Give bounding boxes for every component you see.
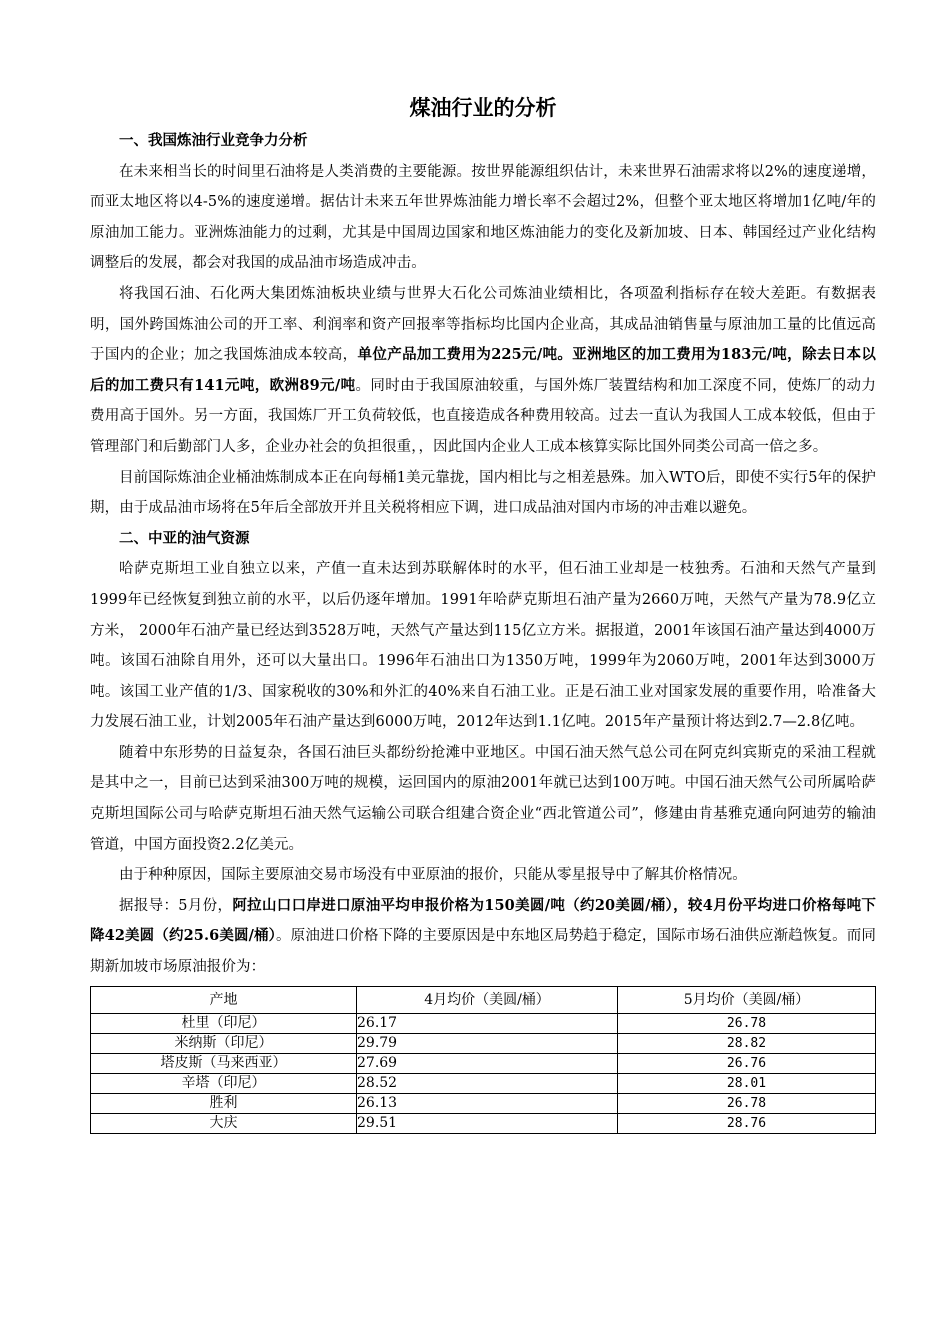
paragraph-bold-text: 阿拉山口口岸进口原油平均申报价格为150美圆/吨（约20美圆/桶），较4月份平均进口价格每吨下降42美圆（约25.6美圆/桶） [90, 896, 876, 945]
section-heading-1: 一、我国炼油行业竞争力分析 [119, 133, 308, 149]
cell-origin: 塔皮斯（马来西亚） [91, 1053, 357, 1073]
oil-price-table [90, 986, 876, 1134]
document-page [90, 90, 876, 1134]
cell-may-price: 26.76 [618, 1053, 876, 1073]
cell-april-price: 26.13 [357, 1093, 618, 1113]
paragraph: 哈萨克斯坦工业自独立以来，产值一直未达到苏联解体时的水平，但石油工业却是一枝独秀。石油和天然气产量到1999年已经恢复到独立前的水平，以后仍逐年增加。1991年哈萨克斯坦石油产量为2660万吨，天然气产量为78.9亿立方米， 2000年石油产量已经达到3528万吨，天然气产量达到115亿立方米。据报道，2001年该国石油产量达到4000万吨。该国石油除自用外，还可以大量出口。1996年石油出口为1350万吨，1999年为2060万吨，2001年达到3000万吨。该国工业产值的1/3、国家税收的30%和外汇的40%来自石油工业。正是石油工业对国家发展的重要作用，哈准备大力发展石油工业，计划2005年石油产量达到6000万吨，2012年达到1.1亿吨。2015年产量预计将达到2.7—2.8亿吨。 [90, 561, 876, 731]
cell-april-price: 28.52 [357, 1073, 618, 1093]
cell-may-price: 26.78 [618, 1013, 876, 1033]
paragraph-text: 。同时由于我国原油较重，与国外炼厂装置结构和加工深度不同，使炼厂的动力费用高于国外。另一方面，我国炼厂开工负荷较低，也直接造成各种费用较高。过去一直认为我国人工成本较低，但由于管理部门和后勤部门人多，企业办社会的负担很重，，因此国内企业人工成本核算实际比国外同类公司高一倍之多。 [90, 377, 876, 455]
paragraph: 目前国际炼油企业桶油炼制成本正在向每桶1美元靠拢，国内相比与之相差悬殊。加入WTO后，即使不实行5年的保护期，由于成品油市场将在5年后全部放开并且关税将相应下调，进口成品油对国内市场的冲击难以避免。 [90, 469, 876, 517]
paragraph: 由于种种原因，国际主要原油交易市场没有中亚原油的报价，只能从零星报导中了解其价格情况。 [119, 867, 747, 884]
cell-origin: 杜里（印尼） [91, 1013, 357, 1033]
table-row [91, 1013, 876, 1033]
cell-origin: 米纳斯（印尼） [91, 1033, 357, 1053]
document-title: 煤油行业的分析 [409, 96, 557, 120]
header-may-price: 5月均价（美圆/桶） [618, 986, 876, 1013]
paragraph: 在未来相当长的时间里石油将是人类消费的主要能源。按世界能源组织估计，未来世界石油需求将以2%的速度递增，而亚太地区将以4-5%的速度递增。据估计未来五年世界炼油能力增长率不会超过2%，但整个亚太地区将增加1亿吨/年的原油加工能力。亚洲炼油能力的过剩，尤其是中国周边国家和地区炼油能力的变化及新加坡、日本、韩国经过产业化结构调整后的发展，都会对我国的成品油市场造成冲击。 [90, 163, 876, 272]
cell-may-price: 28.76 [618, 1113, 876, 1133]
paragraph [90, 279, 876, 463]
table-row [91, 1093, 876, 1113]
cell-april-price: 29.51 [357, 1113, 618, 1133]
paragraph: 随着中东形势的日益复杂，各国石油巨头都纷纷抢滩中亚地区。中国石油天然气总公司在阿克纠宾斯克的采油工程就是其中之一，目前已达到采油300万吨的规模，运回国内的原油2001年就已达到100万吨。中国石油天然气公司所属哈萨克斯坦国际公司与哈萨克斯坦石油天然气运输公司联合组建合资企业“西北管道公司”，修建由肯基雅克通向阿迪劳的输油管道，中国方面投资2.2亿美元。 [90, 744, 876, 853]
cell-april-price: 26.17 [357, 1013, 618, 1033]
table-row [91, 1053, 876, 1073]
cell-origin: 辛塔（印尼） [91, 1073, 357, 1093]
cell-may-price: 28.82 [618, 1033, 876, 1053]
paragraph-text: 将我国石油、石化两大集团炼油板块业绩与世界大石化公司炼油业绩相比，各项盈利指标存在较大差距。有数据表明，国外跨国炼油公司的开工率、利润率和资产回报率等指标均比国内企业高，其成品油销售量与原油加工量的比值远高于国内的企业；加之我国炼油成本较高， [90, 285, 876, 364]
section-heading-2: 二、中亚的油气资源 [119, 530, 250, 547]
cell-origin: 大庆 [91, 1113, 357, 1133]
cell-origin: 胜利 [91, 1093, 357, 1113]
table-row [91, 1033, 876, 1053]
paragraph [90, 891, 876, 983]
header-origin: 产地 [91, 986, 357, 1013]
cell-april-price: 29.79 [357, 1033, 618, 1053]
header-april-price: 4月均价（美圆/桶） [357, 986, 618, 1013]
table-header-row [91, 986, 876, 1013]
paragraph-bold-text: 单位产品加工费用为225元/吨。亚洲地区的加工费用为183元/吨，除去日本以后的加工费只有141元吨，欧洲89元/吨 [90, 346, 876, 394]
paragraph-text: 据报导：5月份， [119, 897, 233, 914]
table-row [91, 1113, 876, 1133]
cell-may-price: 26.78 [618, 1093, 876, 1113]
cell-may-price: 28.01 [618, 1073, 876, 1093]
table-row [91, 1073, 876, 1093]
cell-april-price: 27.69 [357, 1053, 618, 1073]
paragraph-text: 。原油进口价格下降的主要原因是中东地区局势趋于稳定，国际市场石油供应渐趋恢复。而同期新加坡市场原油报价为： [90, 928, 876, 976]
